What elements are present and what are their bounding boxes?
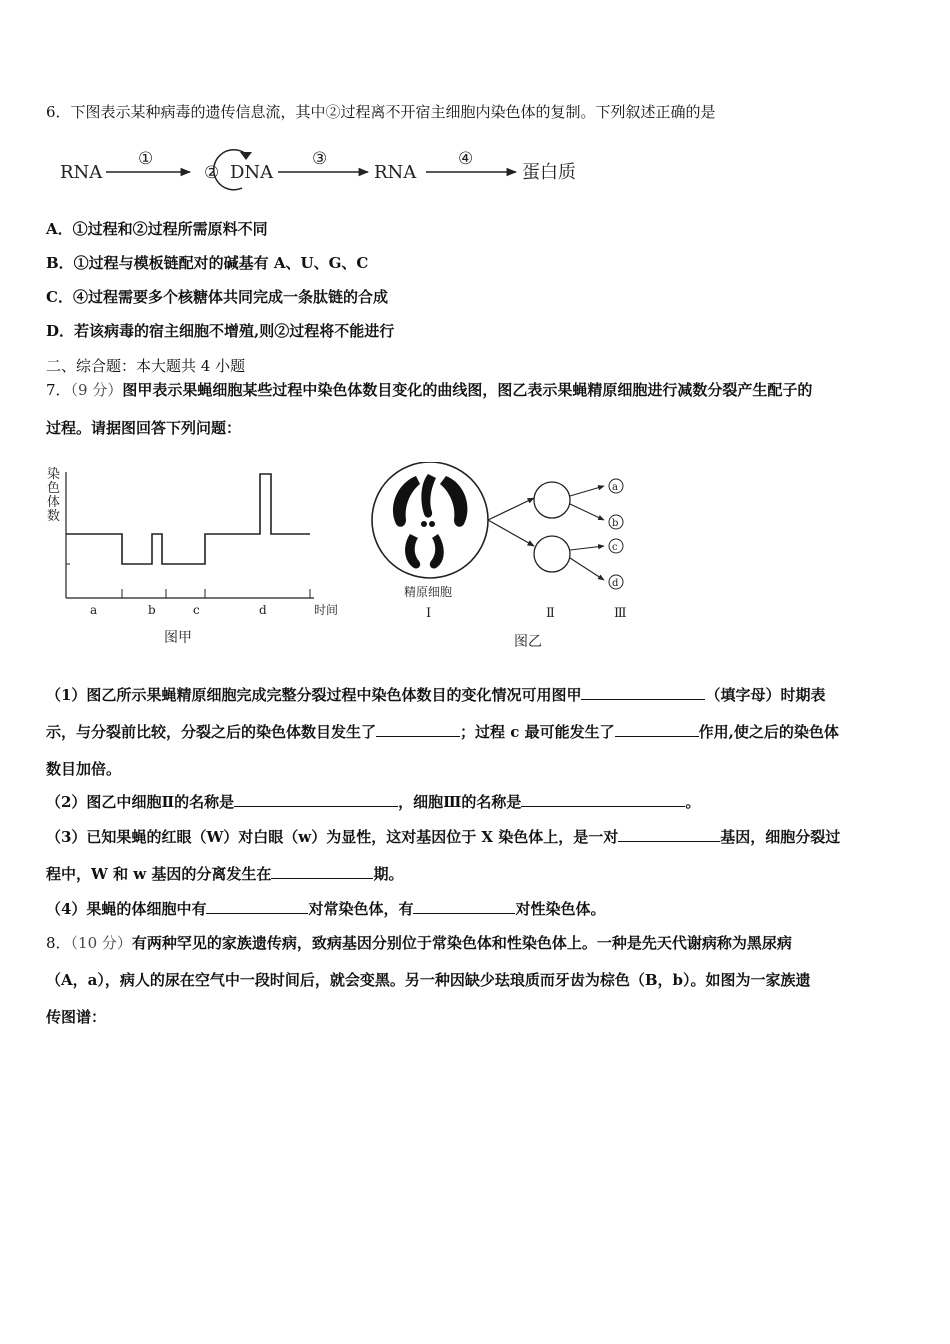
q8-stem-text: 有两种罕见的家族遗传病，致病基因分别位于常染色体和性染色体上。一种是先天代谢病称为黑尿病 [131, 934, 792, 952]
q7-sub4-blank-2[interactable] [413, 899, 515, 914]
gamete-a-label: a [612, 482, 618, 493]
q7-sub2-blank-1[interactable] [234, 792, 398, 807]
fig-yi-arrow-b [570, 504, 604, 520]
q6-flow-diagram [56, 140, 596, 200]
fig-jia-ylabel-1: 染 [47, 467, 61, 482]
q7-sub3-blank-2[interactable] [271, 864, 373, 879]
flow-node-protein: 蛋白质 [522, 162, 576, 183]
q8-line2: （A，a），病人的尿在空气中一段时间后，就会变黑。另一种因缺少珐琅质而牙齿为棕色（B，b）。如图为一家族遗 [46, 971, 811, 989]
q7-sub3-line2 [46, 864, 403, 884]
fig-jia-xtick-d: d [259, 603, 267, 617]
q8-stem [46, 933, 792, 953]
fig-jia-caption: 图甲 [164, 630, 192, 646]
q7-sub1-blank-3[interactable] [615, 722, 699, 737]
flow-step-3: ③ [312, 149, 328, 169]
section-heading: 二、综合题：本大题共 4 小题 [46, 357, 246, 375]
q7-sub4-text-b: 对常染色体，有 [308, 900, 414, 918]
chromosome-dot-2 [429, 521, 435, 527]
q7-sub4-text-c: 对性染色体。 [515, 900, 606, 918]
fig-jia-xtick-a: a [90, 603, 98, 617]
q7-sub1-line2 [46, 722, 839, 742]
q8-score: （10 分） [70, 934, 132, 952]
q7-stem-text: 图甲表示果蝇细胞某些过程中染色体数目变化的曲线图，图乙表示果蝇精原细胞进行减数分裂产生配子的 [122, 381, 813, 399]
q7-sub2-blank-2[interactable] [521, 792, 685, 807]
q7-sub3-text-b: 基因，细胞分裂过 [720, 828, 841, 846]
q7-sub1-line1 [46, 685, 825, 705]
q8-number: 8． [46, 934, 71, 952]
q8-line3: 传图谱： [46, 1008, 107, 1026]
fig-yi-diagram [366, 462, 636, 657]
flow-node-num-2: ② [204, 163, 220, 183]
fig-yi-arrow-d [570, 558, 604, 580]
flow-step-1: ① [138, 149, 154, 169]
stage-label-2: Ⅱ [546, 606, 555, 621]
stage-label-3: Ⅲ [614, 606, 627, 621]
flow-node-rna-1: RNA [60, 162, 103, 183]
chromosome-dot-1 [421, 521, 427, 527]
secondary-cell-2 [534, 536, 570, 572]
gamete-d-label: d [612, 578, 619, 589]
q7-sub4 [46, 899, 605, 919]
q7-sub2 [46, 792, 700, 812]
q7-number: 7． [46, 381, 71, 399]
q6-option-d: D．若该病毒的宿主细胞不增殖,则②过程将不能进行 [46, 322, 395, 340]
spermatogonium-label: 精原细胞 [404, 585, 453, 599]
flow-step-4: ④ [458, 149, 474, 169]
flow-replication-arrowhead [240, 152, 252, 160]
q7-sub4-text-a: （4）果蝇的体细胞中有 [46, 900, 207, 918]
fig-jia-ylabel-2: 色 [47, 481, 61, 496]
q7-sub2-text-b: ，细胞Ⅲ的名称是 [398, 793, 522, 811]
q7-sub1-text-e: 作用,使之后的染色体 [698, 723, 839, 741]
q7-sub3-text-d: 期。 [373, 865, 404, 883]
flow-node-rna-2: RNA [374, 162, 417, 183]
q7-sub3-text-a: （3）已知果蝇的红眼（W）对白眼（w）为显性，这对基因位于 X 染色体上，是一对 [46, 828, 619, 846]
fig-jia-ylabel-3: 体 [47, 495, 61, 510]
gamete-b-label: b [612, 518, 619, 529]
q7-score: （9 分） [70, 381, 123, 399]
q7-sub1-blank-2[interactable] [376, 722, 460, 737]
q7-sub1-text-b: （填字母）时期表 [705, 686, 826, 704]
q7-sub1-text-a: （1）图乙所示果蝇精原细胞完成完整分裂过程中染色体数目的变化情况可用图甲 [46, 686, 582, 704]
q6-option-b: B．①过程与模板链配对的碱基有 A、U、G、C [46, 254, 369, 272]
fig-yi-caption: 图乙 [514, 634, 542, 650]
q7-sub2-text-c: 。 [685, 793, 701, 811]
q7-sub1-line3: 数目加倍。 [46, 760, 122, 778]
q7-sub1-text-c: 示，与分裂前比较，分裂之后的染色体数目发生了 [46, 723, 377, 741]
q7-sub3-line1 [46, 827, 840, 847]
fig-jia-chart [44, 462, 349, 652]
secondary-cell-1 [534, 482, 570, 518]
q6-option-c: C．④过程需要多个核糖体共同完成一条肽链的合成 [46, 288, 388, 306]
fig-jia-xtick-c: c [193, 603, 200, 617]
q6-stem: 6．下图表示某种病毒的遗传信息流，其中②过程离不开宿主细胞内染色体的复制。下列叙述正确的是 [46, 103, 716, 121]
q7-sub3-text-c: 程中，W 和 w 基因的分离发生在 [46, 865, 272, 883]
q7-sub1-blank-1[interactable] [581, 685, 705, 700]
fig-jia-ylabel-4: 数 [47, 509, 61, 524]
q7-stem [46, 380, 812, 400]
gamete-c-label: c [612, 542, 618, 553]
q7-sub1-text-d: ；过程 c 最可能发生了 [460, 723, 615, 741]
flow-node-dna: DNA [230, 162, 274, 183]
fig-yi-branch-upper [488, 498, 534, 520]
q7-stem-line2: 过程。请据图回答下列问题： [46, 419, 242, 437]
fig-jia-xtick-b: b [148, 603, 156, 617]
fig-jia-curve [66, 474, 310, 564]
q6-option-a: A．①过程和②过程所需原料不同 [46, 220, 268, 238]
fig-jia-xlabel: 时间 [314, 603, 339, 617]
fig-yi-arrow-a [570, 486, 604, 496]
q7-sub4-blank-1[interactable] [206, 899, 308, 914]
fig-yi-branch-lower [488, 520, 534, 546]
fig-yi-arrow-c [570, 546, 604, 550]
stage-label-1: Ⅰ [426, 606, 432, 621]
q7-sub3-blank-1[interactable] [618, 827, 720, 842]
q7-sub2-text-a: （2）图乙中细胞Ⅱ的名称是 [46, 793, 235, 811]
